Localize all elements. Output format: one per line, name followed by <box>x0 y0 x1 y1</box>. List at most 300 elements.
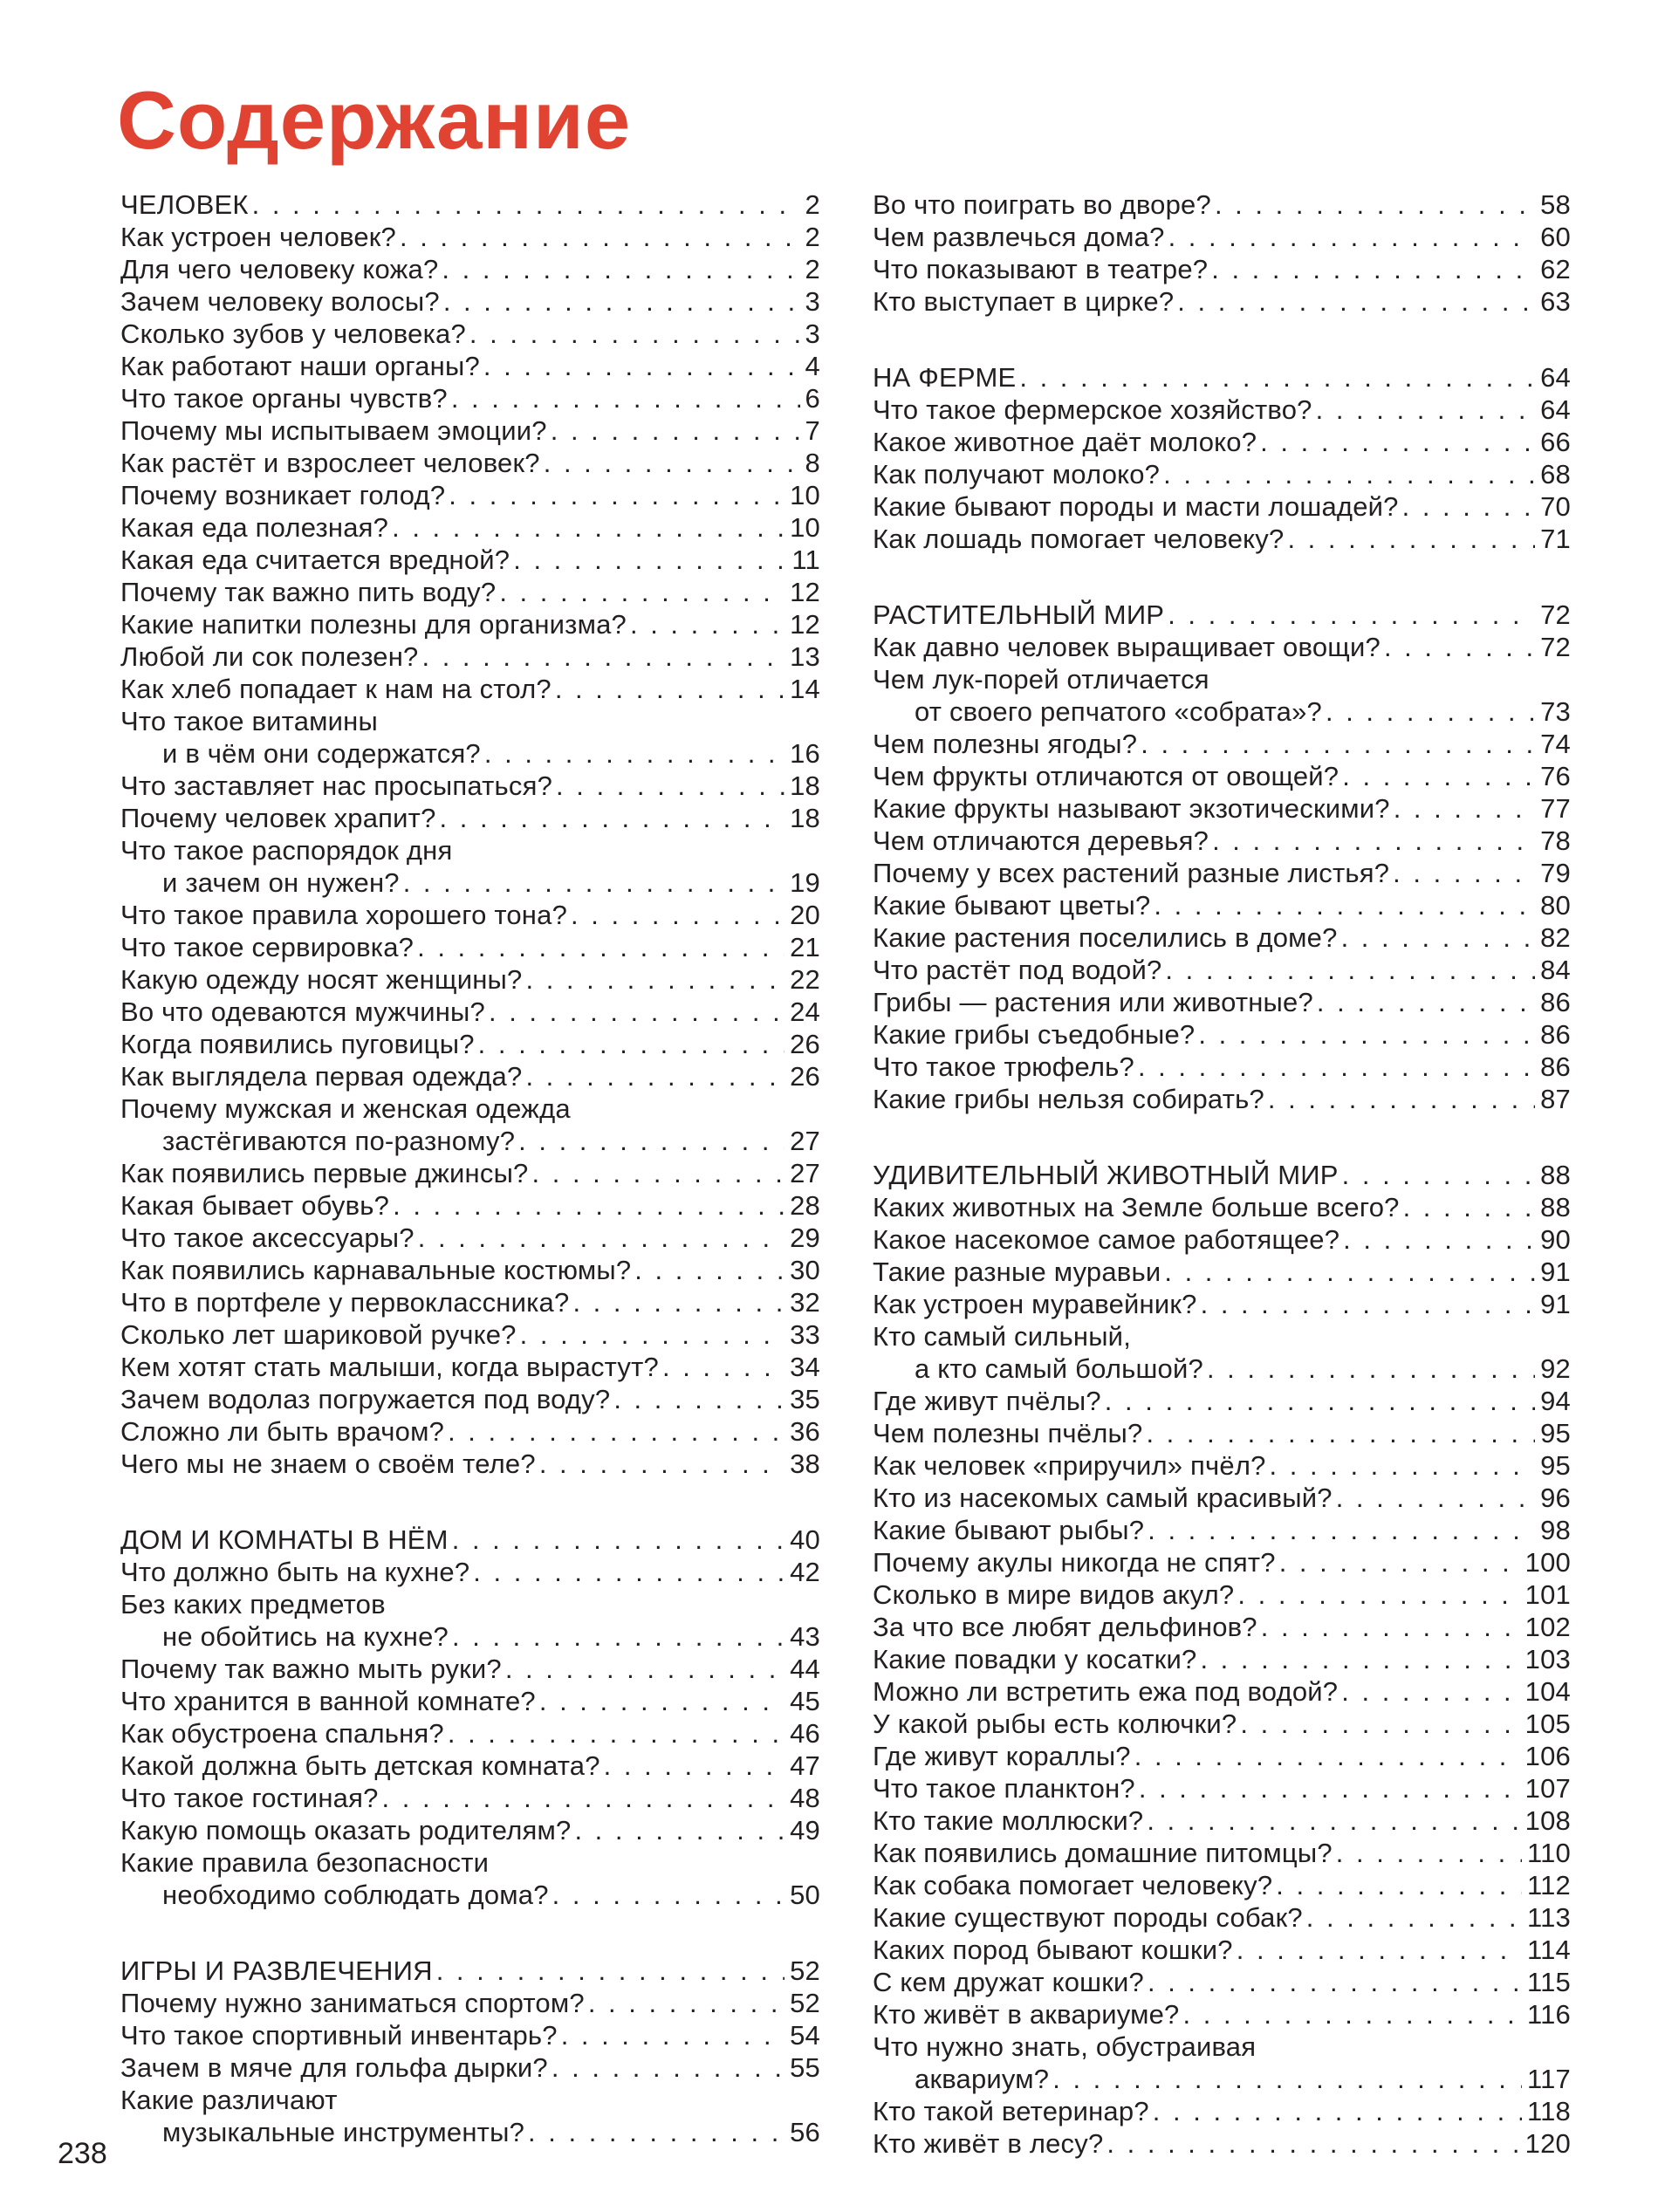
entry-title: Каких животных на Земле больше всего? <box>873 1192 1400 1222</box>
entry-title: Кто из насекомых самый красивый? <box>873 1483 1333 1513</box>
toc-entry[interactable] <box>120 1028 820 1060</box>
entry-title: Что такое сервировка? <box>120 932 414 962</box>
page-ref: 63 <box>1540 286 1571 317</box>
toc-entry[interactable] <box>873 426 1571 458</box>
toc-entry[interactable] <box>873 1934 1571 1966</box>
dot-leader <box>252 188 800 221</box>
toc-entry[interactable] <box>873 825 1571 857</box>
dot-leader <box>1134 1740 1520 1772</box>
page-ref: 56 <box>790 2117 820 2147</box>
toc-entry[interactable] <box>873 1018 1571 1051</box>
section-heading[interactable] <box>873 1159 1571 1191</box>
dot-leader <box>452 1620 784 1653</box>
page-ref: 19 <box>790 867 820 898</box>
dot-leader <box>421 640 784 673</box>
toc-entry[interactable] <box>120 1286 820 1318</box>
toc-entry[interactable] <box>120 1157 820 1189</box>
entry-title: Как лошадь помогает человеку? <box>873 524 1285 554</box>
toc-entry[interactable] <box>873 986 1571 1018</box>
page-ref: 90 <box>1540 1224 1571 1255</box>
toc-entry[interactable] <box>120 1717 820 1750</box>
toc-entry[interactable] <box>873 1514 1571 1546</box>
toc-entry[interactable] <box>120 996 820 1028</box>
toc-entry[interactable] <box>120 511 820 544</box>
entry-title: Как устроен человек? <box>120 222 396 252</box>
page-ref: 95 <box>1540 1418 1571 1448</box>
dot-leader <box>400 221 800 253</box>
toc-entry[interactable] <box>873 663 1571 695</box>
dot-leader <box>1276 1869 1522 1901</box>
toc-entry[interactable] <box>120 2084 820 2116</box>
dot-leader <box>1268 1083 1535 1115</box>
entry-title: а кто самый большой? <box>915 1353 1203 1384</box>
toc-entry[interactable] <box>873 1288 1571 1320</box>
toc-column-left <box>120 188 820 2192</box>
toc-entry[interactable] <box>120 1222 820 1254</box>
entry-title: Как выглядела первая одежда? <box>120 1061 523 1092</box>
toc-entry[interactable] <box>873 889 1571 921</box>
dot-leader <box>1212 825 1535 857</box>
page-ref: 13 <box>790 641 820 672</box>
entry-title: Почему человек храпит? <box>120 803 436 833</box>
dot-leader <box>1148 1966 1522 1998</box>
page-ref: 96 <box>1540 1483 1571 1513</box>
page-ref: 116 <box>1526 1999 1571 2030</box>
dot-leader <box>630 608 784 640</box>
page-ref: 50 <box>790 1880 820 1910</box>
toc-section <box>120 1955 820 2148</box>
toc-entry[interactable] <box>873 631 1571 663</box>
toc-entry[interactable] <box>873 954 1571 986</box>
toc-entry[interactable] <box>873 2031 1571 2063</box>
page-ref: 6 <box>805 383 820 414</box>
page-ref: 112 <box>1526 1870 1571 1900</box>
page-ref: 24 <box>790 996 820 1027</box>
toc-entry[interactable] <box>120 1750 820 1782</box>
dot-leader <box>1261 1611 1520 1643</box>
entry-title: Как устроен муравейник? <box>873 1289 1197 1319</box>
toc-entry[interactable] <box>873 1546 1571 1579</box>
page-ref: 104 <box>1524 1676 1571 1707</box>
toc-entry[interactable] <box>873 394 1571 426</box>
entry-title: Почему так важно мыть руки? <box>120 1654 502 1684</box>
dot-leader <box>1237 1934 1522 1966</box>
dot-leader <box>1403 1191 1536 1223</box>
toc-entry[interactable] <box>120 414 820 447</box>
toc-entry[interactable] <box>120 382 820 414</box>
toc-entry[interactable] <box>120 2019 820 2051</box>
toc-entry[interactable] <box>873 1805 1571 1837</box>
page-ref: 86 <box>1540 1019 1571 1050</box>
toc-entry[interactable] <box>873 728 1571 760</box>
toc-entry[interactable] <box>873 1051 1571 1083</box>
toc-entry[interactable] <box>120 2051 820 2084</box>
dot-leader <box>1306 1901 1522 1934</box>
page-ref: 42 <box>790 1557 820 1587</box>
toc-entry[interactable] <box>873 1966 1571 1998</box>
toc-entry[interactable] <box>873 188 1571 221</box>
page-ref: 70 <box>1540 491 1571 522</box>
entry-title: Кто такие моллюски? <box>873 1805 1144 1836</box>
toc-entry[interactable] <box>120 1060 820 1092</box>
entry-title: Как собака помогает человеку? <box>873 1870 1273 1900</box>
toc-entry-continuation[interactable] <box>120 737 820 770</box>
page-ref: 118 <box>1526 2096 1571 2126</box>
toc-entry[interactable] <box>873 253 1571 285</box>
page-ref: 108 <box>1524 1805 1571 1836</box>
page-ref: 40 <box>790 1524 820 1555</box>
toc-entry[interactable] <box>120 1092 820 1125</box>
dot-leader <box>1165 954 1535 986</box>
page-ref: 73 <box>1540 696 1571 727</box>
entry-title: Как обустроена спальня? <box>120 1718 444 1749</box>
toc-entry[interactable] <box>120 253 820 285</box>
dot-leader <box>1201 1288 1536 1320</box>
section-heading[interactable] <box>120 188 820 221</box>
toc-entry[interactable] <box>120 1588 820 1620</box>
page-ref: 28 <box>790 1190 820 1221</box>
dot-leader <box>1394 792 1535 825</box>
toc-entry[interactable] <box>873 1708 1571 1740</box>
toc-entry[interactable] <box>120 1685 820 1717</box>
toc-entry[interactable] <box>120 1318 820 1351</box>
entry-title: Чем фрукты отличаются от овощей? <box>873 761 1339 791</box>
toc-entry-continuation[interactable] <box>120 866 820 899</box>
page-ref: 76 <box>1540 761 1571 791</box>
section-heading-text: УДИВИТЕЛЬНЫЙ ЖИВОТНЫЙ МИР <box>873 1160 1339 1190</box>
entry-title: Сколько в мире видов акул? <box>873 1579 1235 1610</box>
toc-entry[interactable] <box>873 1611 1571 1643</box>
section-heading[interactable] <box>120 1955 820 1987</box>
page-ref: 106 <box>1524 1741 1571 1771</box>
toc-entry[interactable] <box>873 1643 1571 1675</box>
dot-leader <box>1177 285 1535 318</box>
page-ref: 117 <box>1526 2064 1571 2094</box>
toc-entry[interactable] <box>120 350 820 382</box>
toc-entry[interactable] <box>120 1383 820 1415</box>
toc-entry[interactable] <box>120 770 820 802</box>
toc-entry[interactable] <box>873 1837 1571 1869</box>
dot-leader <box>552 1879 784 1911</box>
page-ref: 71 <box>1540 524 1571 554</box>
toc-entry[interactable] <box>873 1223 1571 1256</box>
toc-entry-continuation[interactable] <box>120 1620 820 1653</box>
page-ref: 88 <box>1540 1192 1571 1222</box>
entry-title: Где живут пчёлы? <box>873 1386 1101 1416</box>
toc-entry[interactable] <box>120 899 820 931</box>
page-ref: 101 <box>1524 1579 1571 1610</box>
toc-entry[interactable] <box>120 834 820 866</box>
dot-leader <box>551 414 800 447</box>
page-ref: 52 <box>790 1988 820 2018</box>
dot-leader <box>1336 1837 1522 1869</box>
dot-leader <box>1260 426 1535 458</box>
toc-entry[interactable] <box>120 802 820 834</box>
dot-leader <box>518 1125 784 1157</box>
entry-title: Чем отличаются деревья? <box>873 825 1209 856</box>
toc-entry[interactable] <box>873 490 1571 523</box>
page-ref: 10 <box>790 480 820 510</box>
entry-title: Без каких предметов <box>120 1589 386 1620</box>
toc-entry[interactable] <box>873 921 1571 954</box>
page-ref: 2 <box>805 254 820 284</box>
entry-title: Кто такой ветеринар? <box>873 2096 1149 2126</box>
page-ref: 27 <box>790 1126 820 1156</box>
toc-entry[interactable] <box>873 1740 1571 1772</box>
entry-title: Какие грибы нельзя собирать? <box>873 1084 1264 1114</box>
toc-entry[interactable] <box>120 1846 820 1879</box>
page-ref: 52 <box>790 1955 820 1986</box>
dot-leader <box>1402 490 1536 523</box>
toc-entry[interactable] <box>873 1320 1571 1353</box>
toc-entry[interactable] <box>873 1385 1571 1417</box>
dot-leader <box>1316 394 1536 426</box>
toc-entry[interactable] <box>873 1083 1571 1115</box>
page-ref: 12 <box>790 609 820 640</box>
toc-entry[interactable] <box>873 2127 1571 2160</box>
dot-leader <box>1198 1018 1535 1051</box>
toc-entry[interactable] <box>120 1782 820 1814</box>
entry-title: и в чём они содержатся? <box>162 738 481 769</box>
entry-title: Во что поиграть во дворе? <box>873 189 1211 220</box>
entry-title: Что нужно знать, обустраивая <box>873 2031 1257 2062</box>
toc-entry[interactable] <box>120 479 820 511</box>
page-ref: 80 <box>1540 890 1571 921</box>
dot-leader <box>539 1685 784 1717</box>
toc-entry-continuation[interactable] <box>873 2063 1571 2095</box>
page-ref: 27 <box>790 1158 820 1188</box>
toc-entry-continuation[interactable] <box>873 695 1571 728</box>
page-ref: 21 <box>790 932 820 962</box>
page-ref: 26 <box>790 1061 820 1092</box>
page-ref: 64 <box>1540 394 1571 425</box>
entry-title: Какое насекомое самое работящее? <box>873 1224 1340 1255</box>
entry-title: Кто живёт в лесу? <box>873 2128 1104 2159</box>
entry-title: Какое животное даёт молоко? <box>873 427 1257 457</box>
dot-leader <box>556 770 784 802</box>
dot-leader <box>449 479 784 511</box>
toc-entry[interactable] <box>120 285 820 318</box>
entry-title: Чего мы не знаем о своём теле? <box>120 1448 536 1479</box>
entry-title: Почему у всех растений разные листья? <box>873 858 1390 888</box>
toc-entry-continuation[interactable] <box>120 1125 820 1157</box>
dot-leader <box>1052 2063 1522 2095</box>
toc-entry[interactable] <box>120 1814 820 1846</box>
entry-title: Что такое фермерское хозяйство? <box>873 394 1312 425</box>
page-ref: 60 <box>1540 222 1571 252</box>
toc-entry[interactable] <box>873 1417 1571 1449</box>
toc-section <box>873 188 1571 318</box>
page-ref: 82 <box>1540 922 1571 953</box>
toc-entry[interactable] <box>873 1869 1571 1901</box>
dot-leader <box>1146 1417 1535 1449</box>
toc-entry[interactable] <box>873 1772 1571 1805</box>
page-ref: 16 <box>790 738 820 769</box>
dot-leader <box>1147 1805 1519 1837</box>
dot-leader <box>532 1157 785 1189</box>
page-ref: 92 <box>1540 1353 1571 1384</box>
toc-entry[interactable] <box>120 640 820 673</box>
toc-entry-continuation[interactable] <box>120 1879 820 1911</box>
toc-entry[interactable] <box>873 857 1571 889</box>
toc-entry[interactable] <box>120 544 820 576</box>
section-heading[interactable] <box>120 1524 820 1556</box>
entry-title: Грибы — растения или животные? <box>873 987 1313 1017</box>
dot-leader <box>1215 188 1535 221</box>
page-ref: 103 <box>1524 1644 1571 1674</box>
toc-entry[interactable] <box>120 1415 820 1448</box>
dot-leader <box>1164 1256 1535 1288</box>
toc-entry[interactable] <box>873 221 1571 253</box>
entry-title: Когда появились пуговицы? <box>120 1029 475 1059</box>
page-title: Содержание <box>117 74 632 166</box>
toc-entry-continuation[interactable] <box>873 1353 1571 1385</box>
page-ref: 36 <box>790 1416 820 1447</box>
dot-leader <box>1341 1675 1519 1708</box>
dot-leader <box>1279 1546 1520 1579</box>
entry-title: Чем полезны ягоды? <box>873 729 1138 759</box>
entry-title: Как получают молоко? <box>873 459 1161 490</box>
entry-title: Какая бывает обувь? <box>120 1190 390 1221</box>
page-ref: 32 <box>790 1287 820 1318</box>
entry-title: Как человек «приручил» пчёл? <box>873 1450 1266 1481</box>
toc-entry[interactable] <box>873 1998 1571 2031</box>
page-ref: 3 <box>805 318 820 349</box>
page-ref: 4 <box>805 351 820 381</box>
page-ref: 35 <box>790 1384 820 1414</box>
entry-title: Для чего человеку кожа? <box>120 254 439 284</box>
page-ref: 44 <box>790 1654 820 1684</box>
entry-title: С кем дружат кошки? <box>873 1967 1144 1997</box>
toc-entry[interactable] <box>873 760 1571 792</box>
page-ref: 10 <box>790 512 820 543</box>
dot-leader <box>448 1415 784 1448</box>
entry-title: Зачем водолаз погружается под воду? <box>120 1384 611 1414</box>
page-ref: 34 <box>790 1352 820 1382</box>
entry-title: Какую одежду носят женщины? <box>120 964 523 995</box>
toc-entry[interactable] <box>873 523 1571 555</box>
toc-entry[interactable] <box>873 1901 1571 1934</box>
entry-title: Любой ли сок полезен? <box>120 641 419 672</box>
page-ref: 114 <box>1526 1935 1571 1965</box>
dot-leader <box>469 318 800 350</box>
toc-entry[interactable] <box>873 285 1571 318</box>
toc-entry[interactable] <box>120 1556 820 1588</box>
dot-leader <box>1207 1353 1535 1385</box>
dot-leader <box>604 1750 784 1782</box>
entry-title: Какие повадки у косатки? <box>873 1644 1197 1674</box>
section-heading[interactable] <box>873 599 1571 631</box>
page-ref: 94 <box>1540 1386 1571 1416</box>
page-ref: 84 <box>1540 955 1571 985</box>
page-ref: 105 <box>1524 1709 1571 1739</box>
toc-entry[interactable] <box>120 1351 820 1383</box>
toc-entry[interactable] <box>120 318 820 350</box>
toc-entry[interactable] <box>120 705 820 737</box>
dot-leader <box>1237 1579 1519 1611</box>
toc-entry[interactable] <box>873 1675 1571 1708</box>
page-ref: 48 <box>790 1783 820 1813</box>
page-ref: 7 <box>805 415 820 446</box>
toc-entry[interactable] <box>120 447 820 479</box>
entry-title: Какие фрукты называют экзотическими? <box>873 793 1390 824</box>
page-ref: 72 <box>1540 599 1571 630</box>
section-heading[interactable] <box>873 361 1571 394</box>
toc-entry[interactable] <box>873 792 1571 825</box>
toc-section <box>873 361 1571 555</box>
dot-leader <box>1154 889 1535 921</box>
entry-title: Какая еда полезная? <box>120 512 389 543</box>
toc-entry[interactable] <box>120 576 820 608</box>
page-ref: 62 <box>1540 254 1571 284</box>
entry-title: Как появились домашние питомцы? <box>873 1838 1333 1868</box>
dot-leader <box>1163 458 1535 490</box>
entry-title: Что в портфеле у первоклассника? <box>120 1287 570 1318</box>
entry-title: Какую помощь оказать родителям? <box>120 1815 572 1846</box>
entry-title: Какой должна быть детская комната? <box>120 1750 600 1781</box>
toc-entry[interactable] <box>873 1482 1571 1514</box>
dot-leader <box>1342 760 1535 792</box>
entry-title: от своего репчатого «собрата»? <box>915 696 1322 727</box>
toc-entry[interactable] <box>873 458 1571 490</box>
entry-title: Какие бывают рыбы? <box>873 1515 1145 1545</box>
dot-leader <box>451 382 800 414</box>
page-ref: 87 <box>1540 1084 1571 1114</box>
entry-title: Какие бывают цветы? <box>873 890 1151 921</box>
toc-entry[interactable] <box>873 1256 1571 1288</box>
page-ref: 113 <box>1526 1902 1571 1933</box>
entry-title: музыкальные инструменты? <box>162 2117 525 2147</box>
entry-title: Что такое правила хорошего тона? <box>120 900 568 930</box>
dot-leader <box>1342 1159 1535 1191</box>
page-ref: 22 <box>790 964 820 995</box>
toc-entry-continuation[interactable] <box>120 2116 820 2148</box>
dot-leader <box>418 1222 784 1254</box>
toc-entry[interactable] <box>120 1448 820 1480</box>
toc-entry[interactable] <box>120 963 820 996</box>
dot-leader <box>1138 1051 1535 1083</box>
page-ref: 26 <box>790 1029 820 1059</box>
entry-title: Почему так важно пить воду? <box>120 577 497 607</box>
toc-section <box>120 188 820 1480</box>
entry-title: Что такое распорядок дня <box>120 835 453 866</box>
toc-entry[interactable] <box>120 1189 820 1222</box>
dot-leader <box>440 802 785 834</box>
toc-entry[interactable] <box>120 608 820 640</box>
entry-title: Какая еда считается вредной? <box>120 544 510 575</box>
page-ref: 29 <box>790 1222 820 1253</box>
dot-leader <box>1384 631 1535 663</box>
entry-title: Какие правила безопасности <box>120 1847 490 1878</box>
entry-title: Какие различают <box>120 2085 338 2115</box>
toc-entry[interactable] <box>873 1579 1571 1611</box>
dot-leader <box>1105 1385 1535 1417</box>
toc-entry[interactable] <box>120 221 820 253</box>
page-ref: 58 <box>1540 189 1571 220</box>
toc-entry[interactable] <box>873 1449 1571 1482</box>
toc-entry[interactable] <box>873 1191 1571 1223</box>
toc-entry[interactable] <box>120 1987 820 2019</box>
toc-entry[interactable] <box>120 931 820 963</box>
toc-column-right <box>873 188 1571 2203</box>
entry-title: Кто самый сильный, <box>873 1321 1132 1352</box>
entry-title: Сколько лет шариковой ручке? <box>120 1319 517 1350</box>
toc-entry[interactable] <box>120 1653 820 1685</box>
entry-title: Как хлеб попадает к нам на стол? <box>120 674 552 704</box>
toc-entry[interactable] <box>120 673 820 705</box>
toc-entry[interactable] <box>120 1254 820 1286</box>
toc-entry[interactable] <box>873 2095 1571 2127</box>
